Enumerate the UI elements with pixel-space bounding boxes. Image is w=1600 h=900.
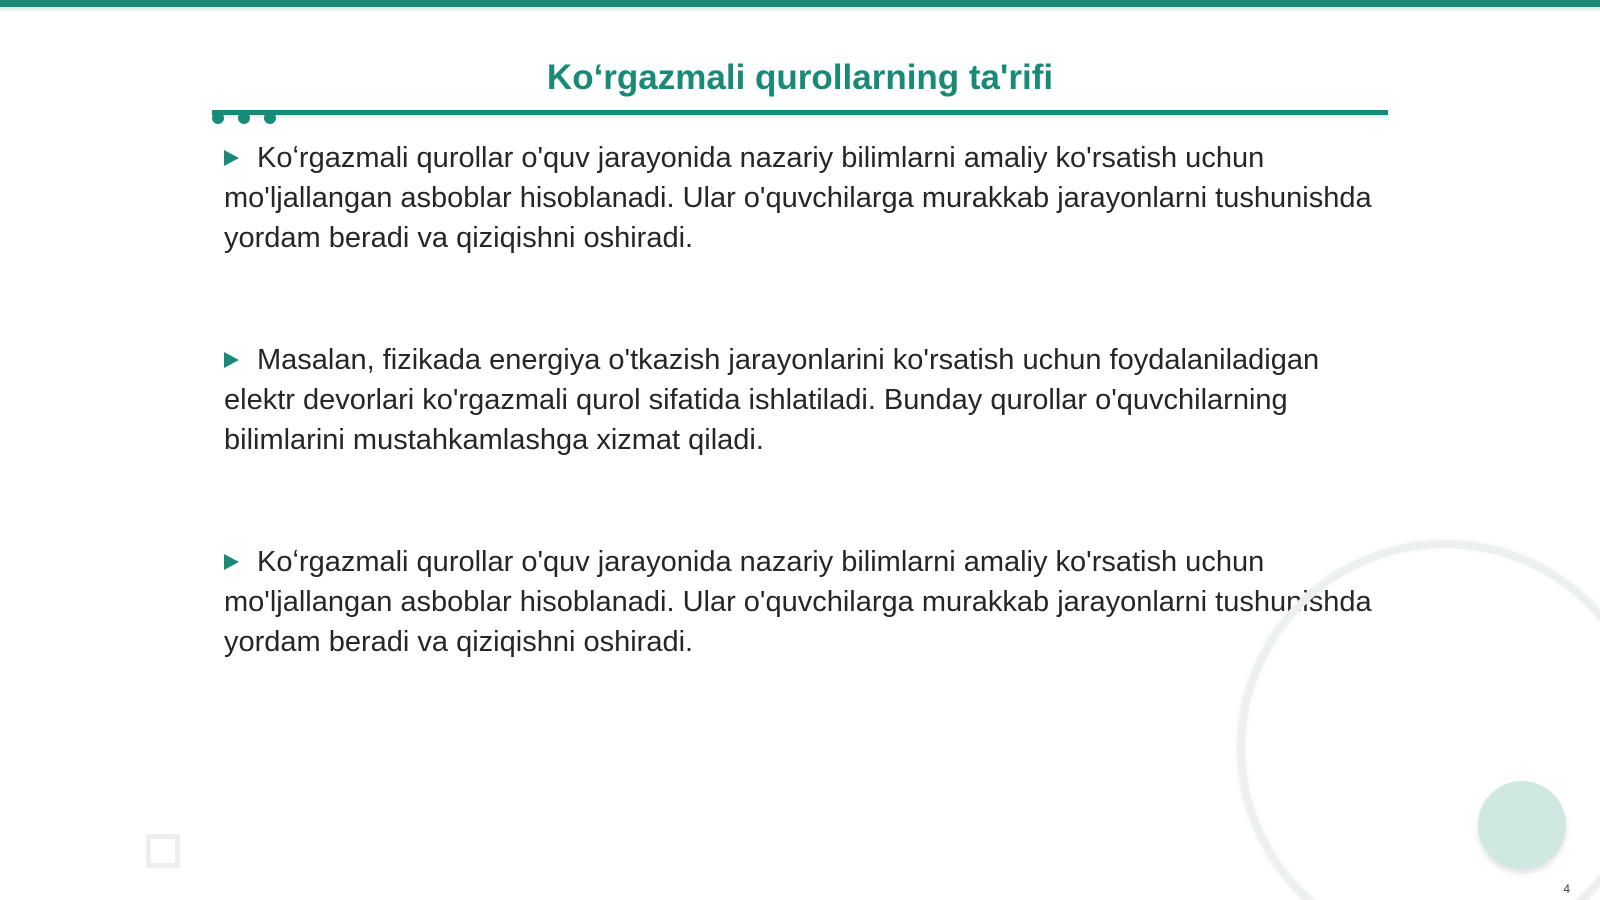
play-triangle-icon <box>224 150 239 166</box>
bullet-item <box>224 138 1394 258</box>
decorative-circle <box>1478 781 1566 869</box>
play-triangle-icon <box>224 352 239 368</box>
bullet-list <box>224 138 1394 744</box>
bullet-item <box>224 542 1394 662</box>
slide-title: Koʻrgazmali qurollarning ta'rifi <box>546 58 1054 97</box>
bullet-text: Koʻrgazmali qurollar o'quv jarayonida nazariy bilimlarni amaliy ko'rsatish uchun mo'ljallangan asboblar hisoblanadi. Ular o'quvchilarga murakkab jarayonlarni tushunishda yordam beradi va qiziqishni oshiradi. <box>224 546 1372 658</box>
dot-icon <box>238 112 250 124</box>
dot-icon <box>212 112 224 124</box>
title-underline <box>212 110 1388 115</box>
play-triangle-icon <box>224 554 239 570</box>
decorative-square <box>146 834 180 868</box>
decorative-dots <box>212 112 276 126</box>
top-band-shadow <box>0 7 1600 13</box>
bullet-text: Koʻrgazmali qurollar o'quv jarayonida nazariy bilimlarni amaliy ko'rsatish uchun mo'ljallangan asboblar hisoblanadi. Ular o'quvchilarga murakkab jarayonlarni tushunishda yordam beradi va qiziqishni oshiradi. <box>224 142 1372 254</box>
bullet-text: Masalan, fizikada energiya o'tkazish jarayonlarini ko'rsatish uchun foydalaniladigan elektr devorlari ko'rgazmali qurol sifatida ishlatiladi. Bunday qurollar o'quvchilarning bilimlarini mustahkamlashga xizmat qiladi. <box>224 344 1320 456</box>
bullet-item <box>224 340 1394 460</box>
dot-icon <box>264 112 276 124</box>
page-number: 4 <box>1563 882 1570 896</box>
top-accent-band <box>0 0 1600 7</box>
